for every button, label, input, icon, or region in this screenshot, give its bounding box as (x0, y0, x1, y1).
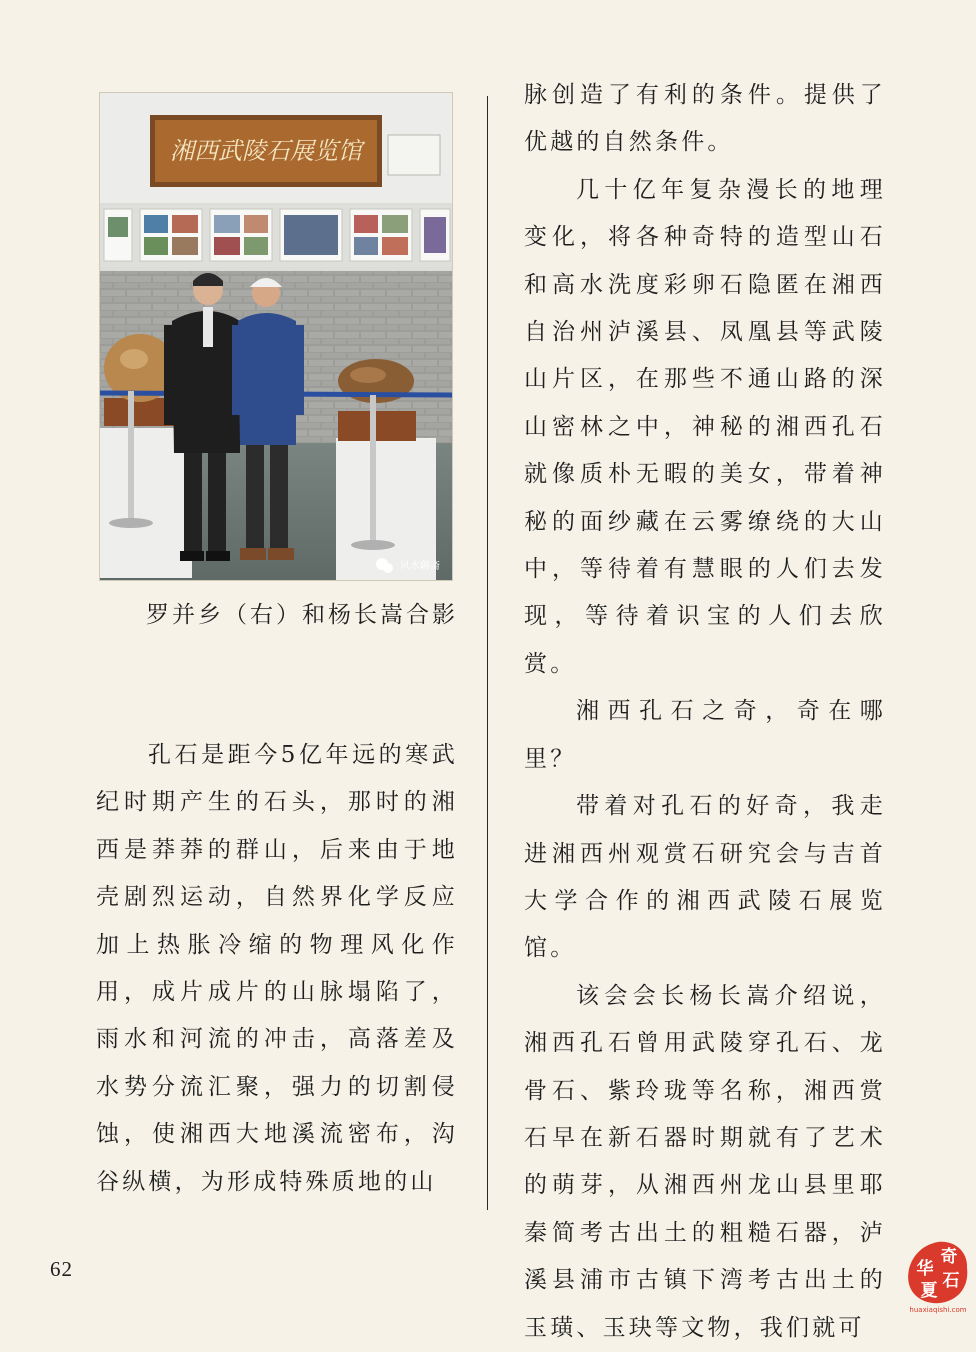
photo-watermark: 风水聊斋 (400, 561, 440, 572)
seal-char-1: 奇 (940, 1247, 958, 1267)
exhibition-photo (100, 93, 452, 580)
paragraph-continuation: 脉创造了有利的条件。提供了优越的自然条件。 (524, 82, 886, 156)
seal-site: huaxiaqishi.com (909, 1306, 967, 1314)
paragraph: 该会会长杨长嵩介绍说，湘西孔石曾用武陵穿孔石、龙骨石、紫玲珑等名称，湘西赏石早在新石器时期就有了艺术的萌芽，从湘西州龙山县里耶秦简考古出土的粗糙石器，泸溪县浦市古镇下湾考古出土的玉璜、玉玦等文物，我们就可 (524, 982, 886, 1341)
seal-char-3: 石 (942, 1271, 960, 1291)
plaque-text: 湘西武陵石展览馆 (170, 137, 362, 165)
page-number: 62 (50, 1257, 73, 1281)
seal-char-2: 华 (916, 1259, 934, 1279)
paragraph: 湘西孔石之奇，奇在哪里？ (524, 698, 886, 772)
right-column (524, 72, 886, 1352)
seal-char-4: 夏 (920, 1281, 938, 1301)
photo-caption: 罗并乡（右）和杨长嵩合影 (146, 602, 458, 628)
seal-logo (905, 1238, 971, 1316)
photo-illustration (100, 93, 452, 580)
left-column (96, 732, 458, 1206)
paragraph: 带着对孔石的好奇，我走进湘西州观赏石研究会与吉首大学合作的湘西武陵石展览馆。 (524, 793, 886, 962)
paragraph: 几十亿年复杂漫长的地理变化，将各种奇特的造型山石和高水洗度彩卵石隐匿在湘西自治州泸溪县、凤凰县等武陵山片区，在那些不通山路的深山密林之中，神秘的湘西孔石就像质朴无暇的美女，带着神秘的面纱藏在云雾缭绕的大山中，等待着有慧眼的人们去发现，等待着识宝的人们去欣赏。 (524, 176, 886, 677)
column-divider (487, 96, 488, 1210)
paragraph: 孔石是距今5亿年远的寒武纪时期产生的石头，那时的湘西是莽莽的群山，后来由于地壳剧烈运动，自然界化学反应加上热胀冷缩的物理风化作用，成片成片的山脉塌陷了，雨水和河流的冲击，高落差及水势分流汇聚，强力的切割侵蚀，使湘西大地溪流密布，沟谷纵横，为形成特殊质地的山 (96, 742, 458, 1195)
